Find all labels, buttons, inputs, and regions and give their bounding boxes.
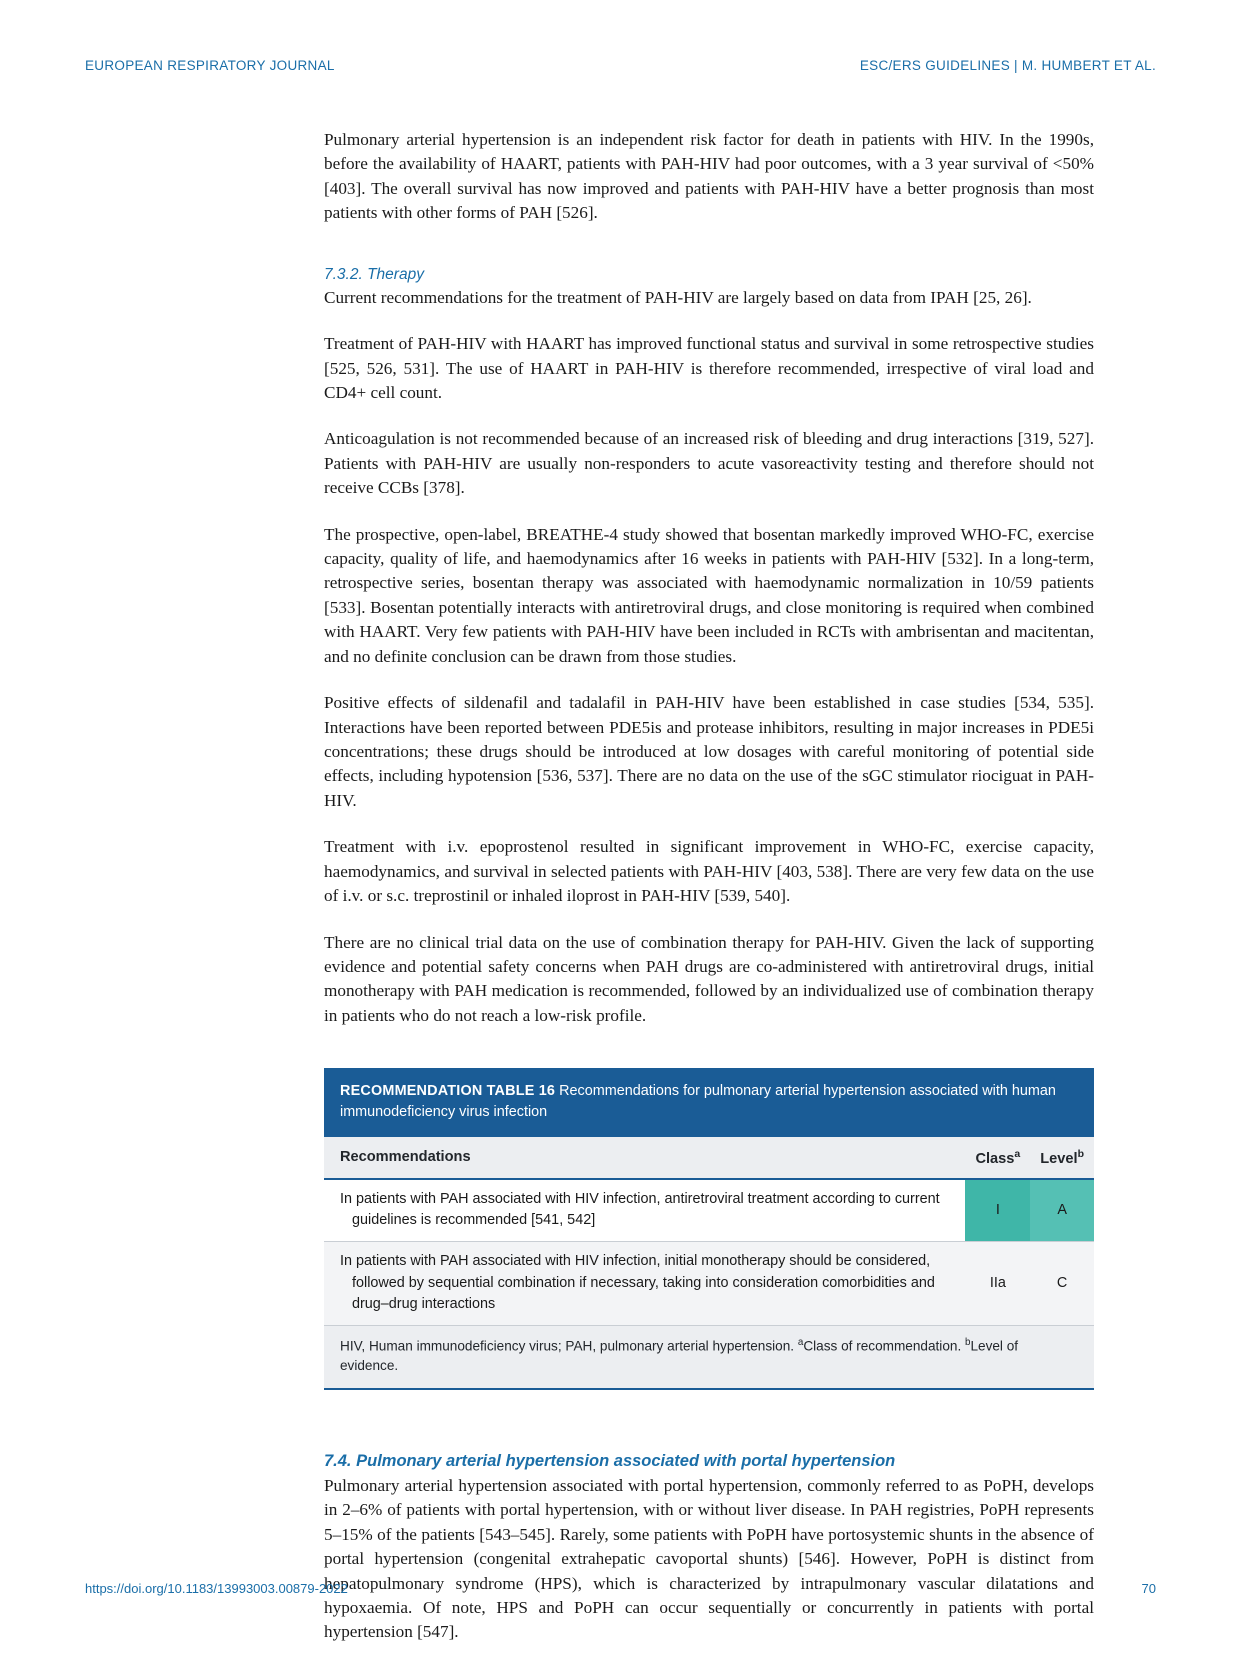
- table-row: [324, 1242, 1094, 1326]
- running-head: [85, 58, 1156, 73]
- recommendation-text: In patients with PAH associated with HIV infection, antiretroviral treatment according to current guidelines is recommended [541, 542]: [324, 1179, 965, 1242]
- recommendation-table-caption: [324, 1068, 1094, 1137]
- table-row: [324, 1179, 1094, 1242]
- paragraph-section-7-4: Pulmonary arterial hypertension associated with portal hypertension, commonly referred to as PoPH, develops in 2–6% of patients with portal hypertension, with or without liver disease. In PAH registries, PoPH represents 5–15% of the patients [543–545]. Rarely, some patients with PoPH have portosystemic shunts in the absence of portal hypertension (congenital extrahepatic cavoportal shunts) [546]. However, PoPH is distinct from hepatopulmonary syndrome (HPS), which is characterized by intrapulmonary vascular dilatations and hypoxaemia. Of note, HPS and PoPH can occur sequentially or concurrently in patients with portal hypertension [547].: [324, 1475, 1094, 1642]
- subheading-therapy: 7.3.2. Therapy: [324, 265, 424, 283]
- main-text-column: [324, 128, 1094, 1645]
- paragraph-therapy-5: Positive effects of sildenafil and tadalafil in PAH-HIV have been established in case studies [534, 535]. Interactions have been reported between PDE5is and protease inhibitors, resulting in major increases in PDE5i concentrations; these drugs should be introduced at low dosages with careful monitoring of potential side effects, including hypotension [536, 537]. There are no data on the use of the sGC stimulator riociguat in PAH-HIV.: [324, 693, 1094, 810]
- recommendation-class-badge: I: [965, 1179, 1030, 1242]
- column-header-level-text: Level: [1040, 1150, 1078, 1167]
- paragraph-therapy-4: The prospective, open-label, BREATHE-4 study showed that bosentan markedly improved WHO-FC, exercise capacity, quality of life, and haemodynamics after 16 weeks in patients with PAH-HIV [532]. In a long-term, retrospective series, bosentan therapy was associated with haemodynamic normalization in 10/59 patients [533]. Bosentan potentially interacts with antiretroviral drugs, and close monitoring is required when combined with HAART. Very few patients with PAH-HIV have been included in RCTs with ambrisentan and macitentan, and no definite conclusion can be drawn from those studies.: [324, 524, 1094, 666]
- table-footnote: HIV, Human immunodeficiency virus; PAH, pulmonary arterial hypertension. $^a$Class of recommendation. $^b$Level of evidence.: [324, 1325, 1094, 1388]
- recommendation-class-badge: IIa: [965, 1242, 1030, 1326]
- paragraph-therapy-1: Current recommendations for the treatment of PAH-HIV are largely based on data from IPAH [25, 26].: [324, 287, 1032, 307]
- recommendation-table-16: [324, 1068, 1094, 1390]
- paragraph-therapy-3: Anticoagulation is not recommended because of an increased risk of bleeding and drug interactions [319, 527]. Patients with PAH-HIV are usually non-responders to acute vasoreactivity testing and therefore should not receive CCBs [378].: [324, 429, 1094, 498]
- page-footer: [85, 1581, 1156, 1596]
- table-header-row: [324, 1137, 1094, 1179]
- column-header-recommendations: Recommendations: [324, 1137, 965, 1179]
- recommendation-text: In patients with PAH associated with HIV infection, initial monotherapy should be considered, followed by sequential combination if necessary, taking into consideration comorbidities and drug–drug interactions: [324, 1242, 965, 1326]
- paragraph-therapy-7: There are no clinical trial data on the use of combination therapy for PAH-HIV. Given the lack of supporting evidence and potential safety concerns when PAH drugs are co-administered with antiretroviral drugs, initial monotherapy with PAH medication is recommended, followed by an individualized use of combination therapy in patients who do not reach a low-risk profile.: [324, 932, 1094, 1025]
- column-header-class: [965, 1137, 1030, 1179]
- authors-label: M. HUMBERT ET AL.: [1021, 58, 1156, 73]
- paragraph-therapy-6: Treatment with i.v. epoprostenol resulted in significant improvement in WHO-FC, exercise capacity, haemodynamics, and survival in selected patients with PAH-HIV [403, 538]. There are very few data on the use of i.v. or s.c. treprostinil or inhaled iloprost in PAH-HIV [539, 540].: [324, 837, 1094, 906]
- recommendation-table-title: Recommendations for pulmonary arterial hypertension associated with human immunodeficiency virus infection: [340, 1083, 1056, 1121]
- doi-link[interactable]: https://doi.org/10.1183/13993003.00879-2022: [85, 1581, 348, 1596]
- column-header-class-text: Class: [975, 1150, 1015, 1167]
- running-head-right: [860, 58, 1156, 73]
- recommendation-level-badge: C: [1030, 1242, 1094, 1326]
- column-header-level-superscript: b: [1077, 1147, 1084, 1160]
- recommendation-level-badge: A: [1030, 1179, 1094, 1242]
- paragraph-therapy-2: Treatment of PAH-HIV with HAART has improved functional status and survival in some retrospective studies [525, 526, 531]. The use of HAART in PAH-HIV is therefore recommended, irrespective of viral load and CD4+ cell count.: [324, 334, 1094, 402]
- recommendation-table-tag: RECOMMENDATION TABLE 16: [340, 1083, 556, 1100]
- head-separator: |: [1014, 58, 1018, 73]
- column-header-class-superscript: a: [1014, 1147, 1021, 1160]
- page-number: 70: [1141, 1581, 1156, 1596]
- column-header-level: [1030, 1137, 1094, 1179]
- table-footnote-row: [324, 1325, 1094, 1388]
- section-heading-7-4: 7.4. Pulmonary arterial hypertension associated with portal hypertension: [324, 1451, 896, 1470]
- paragraph-intro: Pulmonary arterial hypertension is an independent risk factor for death in patients with HIV. In the 1990s, before the availability of HAART, patients with PAH-HIV had poor outcomes, with a 3 year survival of <50% [403]. The overall survival has now improved and patients with PAH-HIV have a better prognosis than most patients with other forms of PAH [526].: [324, 130, 1094, 223]
- journal-name: EUROPEAN RESPIRATORY JOURNAL: [85, 58, 335, 73]
- guidelines-label: ESC/ERS GUIDELINES: [859, 58, 1011, 73]
